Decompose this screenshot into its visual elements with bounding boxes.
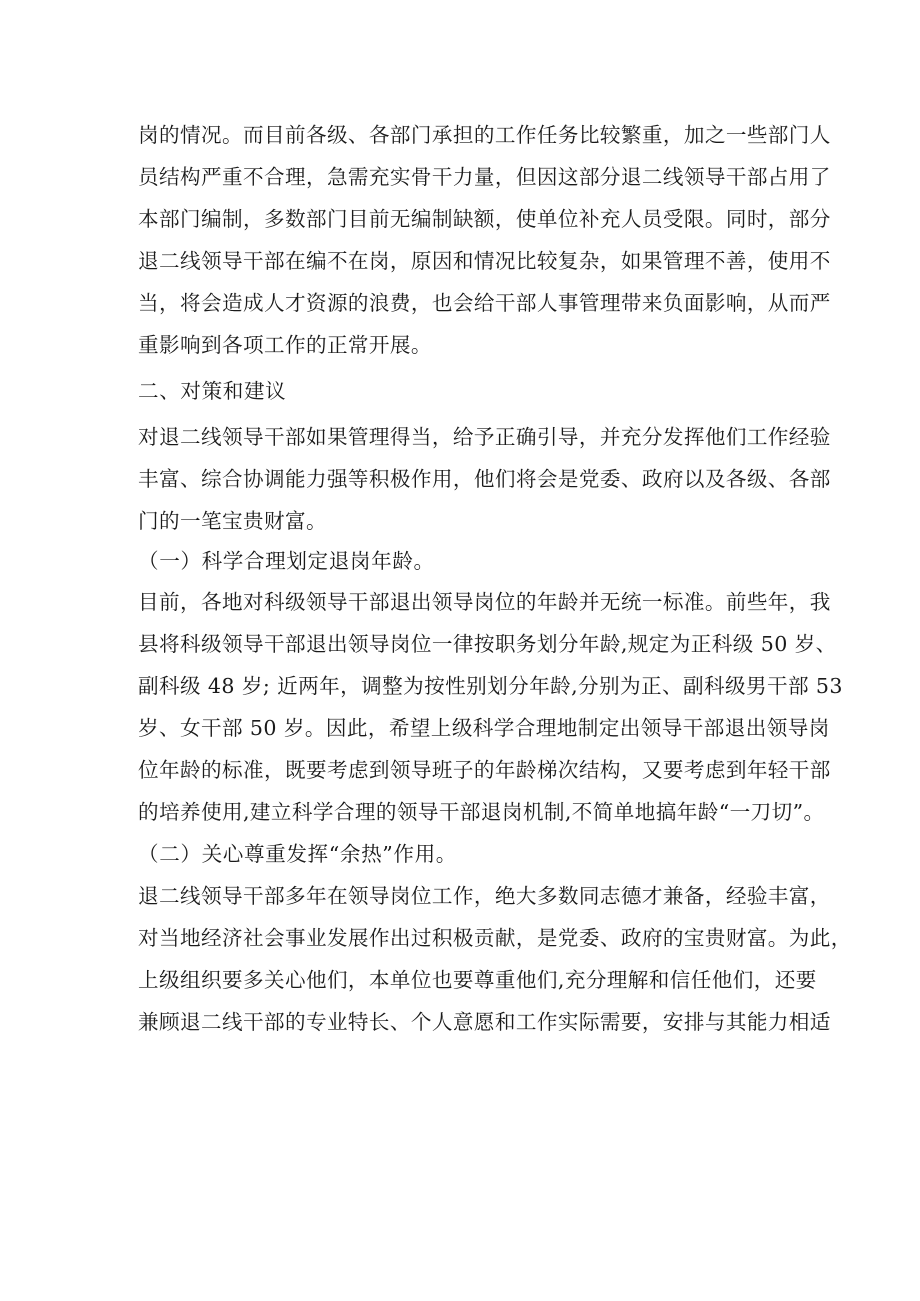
subsection-heading: （二）关心尊重发挥“余热”作用。: [138, 842, 457, 866]
paragraph-line: 副科级 48 岁; 近两年，调整为按性别划分年龄,分别为正、副科级男干部 53: [138, 674, 843, 698]
paragraph-line: 兼顾退二线干部的专业特长、个人意愿和工作实际需要，安排与其能力相适: [138, 1010, 831, 1034]
document-page: [138, 114, 852, 1043]
subsection-heading: （一）科学合理划定退岗年龄。: [138, 549, 435, 573]
paragraph-line: 退二线领导干部在编不在岗，原因和情况比较复杂，如果管理不善，使用不: [138, 249, 831, 273]
paragraph-line: 上级组织要多关心他们，本单位也要尊重他们,充分理解和信任他们，还要: [138, 968, 817, 992]
paragraph-line: 岁、女干部 50 岁。因此，希望上级科学合理地制定出领导干部退出领导岗: [138, 716, 830, 740]
paragraph-line: 的培养使用,建立科学合理的领导干部退岗机制,不简单地搞年龄“一刀切”。: [138, 800, 825, 824]
section-heading: 二、对策和建议: [138, 379, 287, 403]
paragraph-line: 县将科级领导干部退出领导岗位一律按职务划分年龄,规定为正科级 50 岁、: [138, 632, 837, 656]
paragraph-line: 退二线领导干部多年在领导岗位工作，绝大多数同志德才兼备，经验丰富，: [138, 884, 831, 908]
paragraph-line: 目前，各地对科级领导干部退出领导岗位的年龄并无统一标准。前些年，我: [138, 590, 831, 614]
paragraph-line: 对当地经济社会事业发展作出过积极贡献，是党委、政府的宝贵财富。为此，: [138, 926, 852, 950]
paragraph-line: 岗的情况。而目前各级、各部门承担的工作任务比较繁重，加之一些部门人: [138, 123, 831, 147]
paragraph-line: 对退二线领导干部如果管理得当，给予正确引导，并充分发挥他们工作经验: [138, 425, 831, 449]
paragraph-line: 当，将会造成人才资源的浪费，也会给干部人事管理带来负面影响，从而严: [138, 291, 831, 315]
paragraph-line: 员结构严重不合理，急需充实骨干力量，但因这部分退二线领导干部占用了: [138, 165, 831, 189]
paragraph-line: 门的一笔宝贵财富。: [138, 509, 327, 533]
paragraph-line: 重影响到各项工作的正常开展。: [138, 333, 432, 357]
paragraph-line: 本部门编制，多数部门目前无编制缺额，使单位补充人员受限。同时，部分: [138, 207, 831, 231]
paragraph-line: 位年龄的标准，既要考虑到领导班子的年龄梯次结构，又要考虑到年轻干部: [138, 758, 831, 782]
paragraph-line: 丰富、综合协调能力强等积极作用，他们将会是党委、政府以及各级、各部: [138, 467, 831, 491]
